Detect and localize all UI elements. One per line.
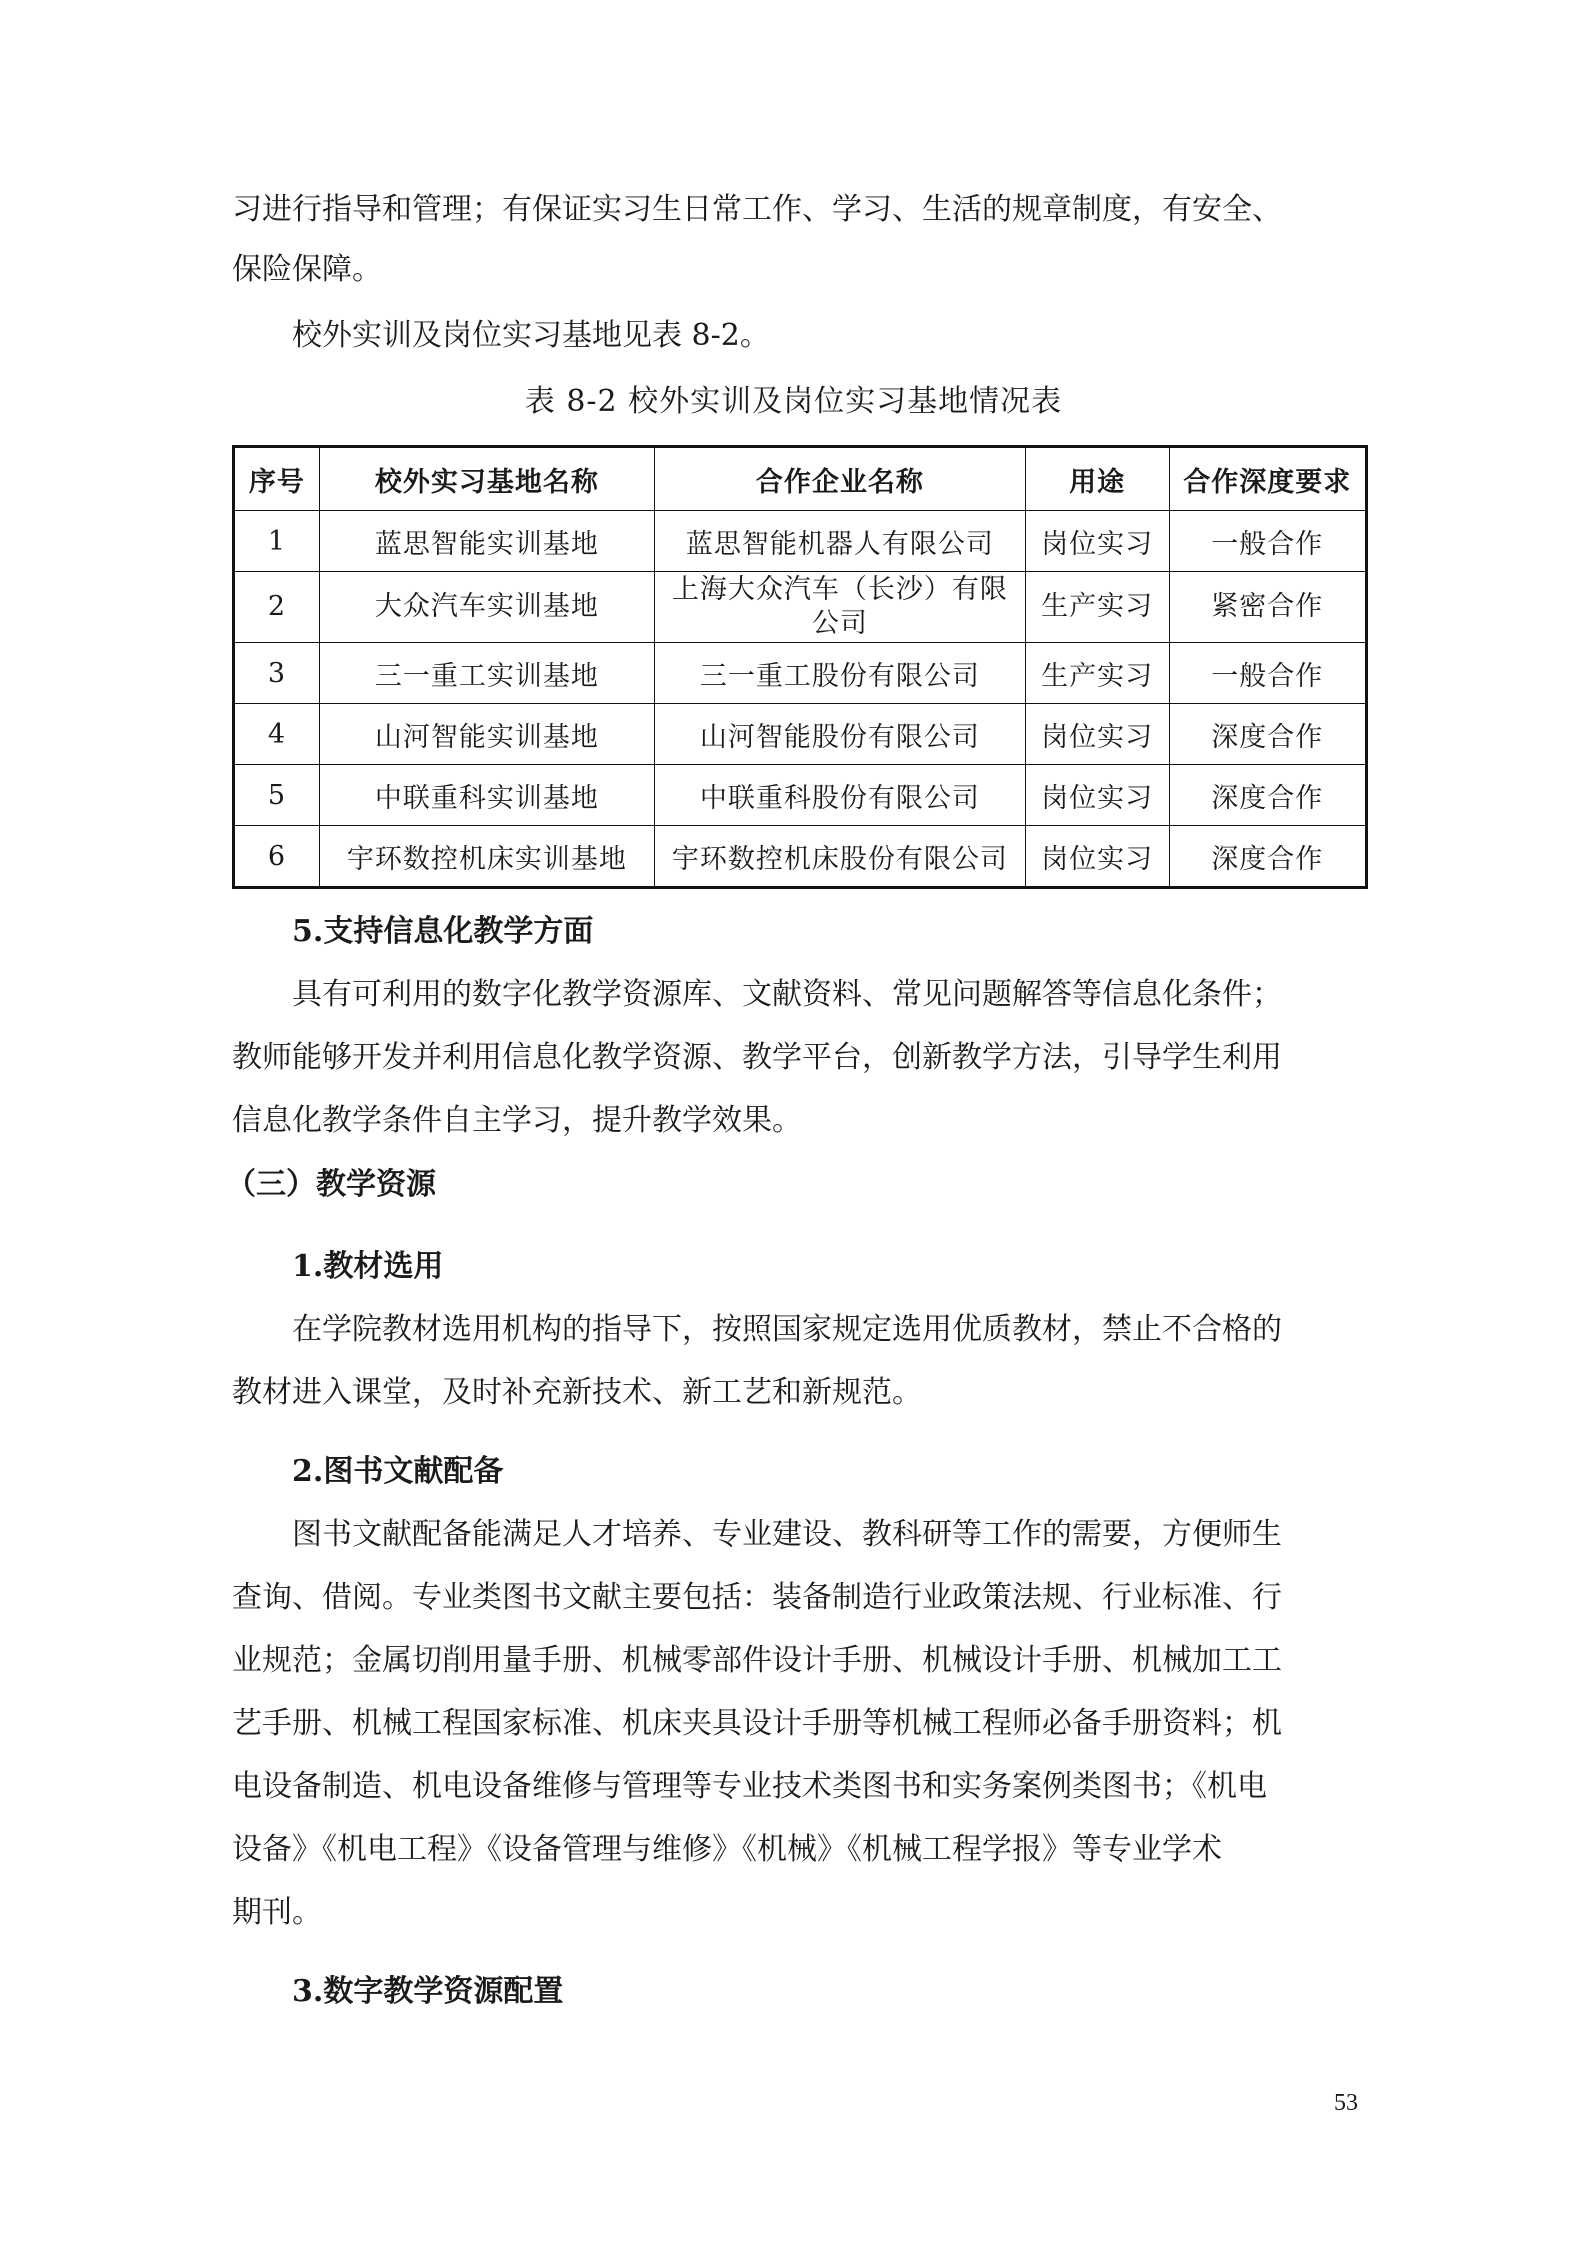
section-three-heading: （三）教学资源 [226, 1167, 436, 1202]
sub-2-line-7: 期刊。 [232, 1895, 322, 1930]
sub-1-line-1: 在学院教材选用机构的指导下，按照国家规定选用优质教材，禁止不合格的 [292, 1312, 1282, 1347]
cell-use: 生产实习 [1025, 643, 1169, 704]
cell-company-name: 宇环数控机床股份有限公司 [654, 826, 1025, 888]
cell-depth: 深度合作 [1169, 826, 1367, 888]
section-5-line-3: 信息化教学条件自主学习，提升教学效果。 [232, 1103, 802, 1138]
cell-company-name: 三一重工股份有限公司 [654, 643, 1025, 704]
header-no: 序号 [234, 447, 320, 511]
table-caption: 表 8-2 校外实训及岗位实习基地情况表 [524, 384, 1063, 419]
cell-use: 岗位实习 [1025, 826, 1169, 888]
table-row [234, 643, 1367, 704]
sub-2-line-3: 业规范；金属切削用量手册、机械零部件设计手册、机械设计手册、机械加工工 [232, 1643, 1282, 1678]
cell-no: 3 [234, 643, 320, 704]
table-row [234, 765, 1367, 826]
header-base-name: 校外实习基地名称 [319, 447, 654, 511]
page-number: 53 [1334, 2090, 1358, 2116]
cell-base-name: 三一重工实训基地 [319, 643, 654, 704]
section-5-line-2: 教师能够开发并利用信息化教学资源、教学平台，创新教学方法，引导学生利用 [232, 1040, 1282, 1075]
cell-base-name: 宇环数控机床实训基地 [319, 826, 654, 888]
header-use: 用途 [1025, 447, 1169, 511]
sub-2-line-1: 图书文献配备能满足人才培养、专业建设、教科研等工作的需要，方便师生 [292, 1517, 1282, 1552]
cell-no: 6 [234, 826, 320, 888]
cell-no: 1 [234, 511, 320, 572]
cell-company-name-line-1: 上海大众汽车（长沙）有限 [671, 574, 1008, 605]
sub-2-heading: 2.图书文献配备 [292, 1454, 504, 1489]
cell-use: 岗位实习 [1025, 704, 1169, 765]
sub-2-line-4: 艺手册、机械工程国家标准、机床夹具设计手册等机械工程师必备手册资料；机 [232, 1706, 1282, 1741]
cell-depth: 一般合作 [1169, 643, 1367, 704]
sub-1-line-2: 教材进入课堂，及时补充新技术、新工艺和新规范。 [232, 1375, 922, 1410]
sub-2-line-6: 设备》《机电工程》《设备管理与维修》《机械》《机械工程学报》等专业学术 [232, 1832, 1222, 1867]
cell-use: 岗位实习 [1025, 511, 1169, 572]
cell-depth: 一般合作 [1169, 511, 1367, 572]
cell-company-name-line-2: 公司 [811, 608, 868, 639]
cell-company-name: 山河智能股份有限公司 [654, 704, 1025, 765]
cell-depth: 紧密合作 [1169, 572, 1367, 643]
cell-base-name: 中联重科实训基地 [319, 765, 654, 826]
cell-depth: 深度合作 [1169, 765, 1367, 826]
intro-line-2: 保险保障。 [232, 252, 382, 287]
table-row [234, 704, 1367, 765]
sub-3-heading: 3.数字教学资源配置 [292, 1974, 564, 2009]
table-row [234, 511, 1367, 572]
sub-2-line-5: 电设备制造、机电设备维修与管理等专业技术类图书和实务案例类图书；《机电 [232, 1769, 1267, 1804]
cell-company-name: 中联重科股份有限公司 [654, 765, 1025, 826]
table-row [234, 826, 1367, 888]
table-row [234, 572, 1367, 643]
sub-2-line-2: 查询、借阅。专业类图书文献主要包括：装备制造行业政策法规、行业标准、行 [232, 1580, 1282, 1615]
cell-base-name: 蓝思智能实训基地 [319, 511, 654, 572]
cell-depth: 深度合作 [1169, 704, 1367, 765]
cell-no: 5 [234, 765, 320, 826]
cell-base-name: 山河智能实训基地 [319, 704, 654, 765]
table-header-row [234, 447, 1367, 511]
table-reference-text: 校外实训及岗位实习基地见表 8-2。 [292, 318, 770, 353]
intro-line-1: 习进行指导和管理；有保证实习生日常工作、学习、生活的规章制度，有安全、 [232, 192, 1282, 227]
cell-use: 岗位实习 [1025, 765, 1169, 826]
practice-bases-table [232, 445, 1368, 889]
cell-company-name: 蓝思智能机器人有限公司 [654, 511, 1025, 572]
cell-base-name: 大众汽车实训基地 [319, 572, 654, 643]
section-5-heading: 5.支持信息化教学方面 [292, 914, 594, 949]
cell-company-name [654, 572, 1025, 643]
header-company-name: 合作企业名称 [654, 447, 1025, 511]
cell-no: 2 [234, 572, 320, 643]
section-5-line-1: 具有可利用的数字化教学资源库、文献资料、常见问题解答等信息化条件； [292, 977, 1282, 1012]
header-depth: 合作深度要求 [1169, 447, 1367, 511]
cell-use: 生产实习 [1025, 572, 1169, 643]
sub-1-heading: 1.教材选用 [292, 1249, 444, 1284]
cell-no: 4 [234, 704, 320, 765]
